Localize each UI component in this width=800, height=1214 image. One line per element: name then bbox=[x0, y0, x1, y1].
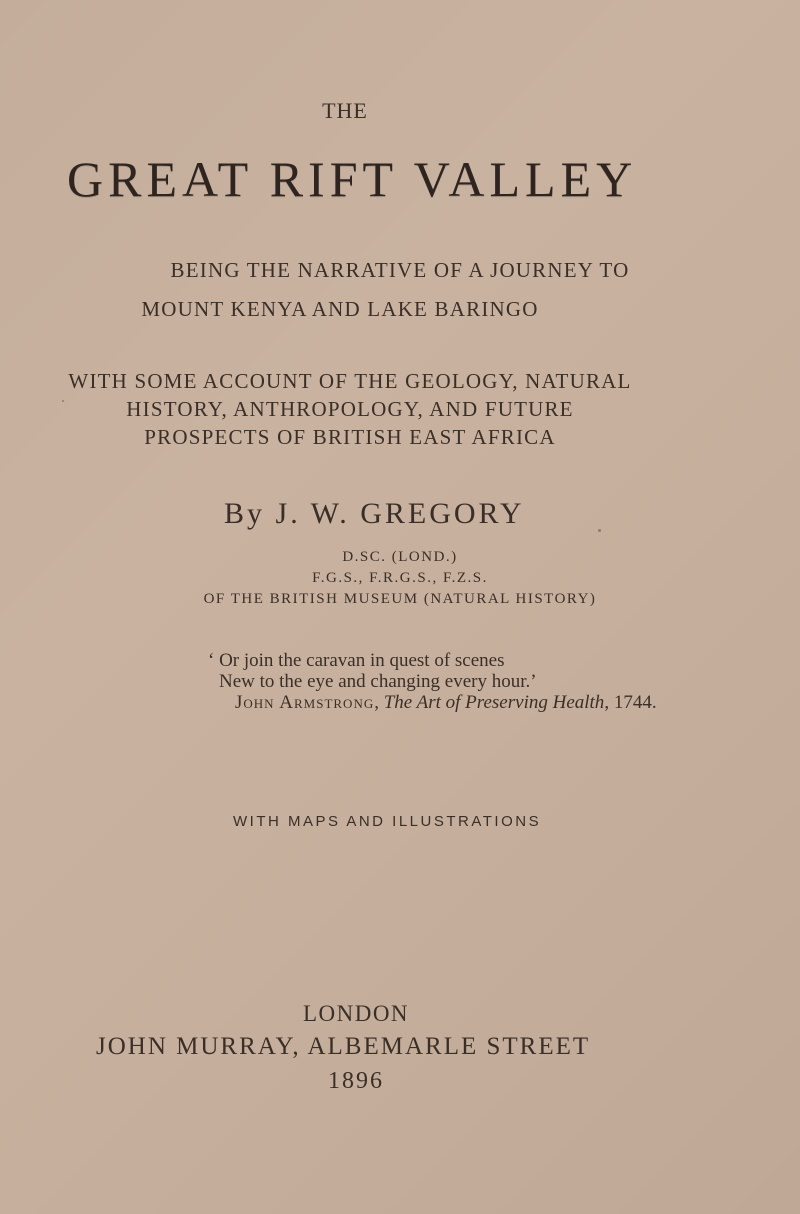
subtitle-line-2: MOUNT KENYA AND LAKE BARINGO bbox=[141, 297, 539, 321]
imprint-year: 1896 bbox=[328, 1068, 384, 1094]
book-title: GREAT RIFT VALLEY bbox=[67, 151, 638, 207]
epigraph-attribution bbox=[0, 692, 800, 714]
description-line-1: WITH SOME ACCOUNT OF THE GEOLOGY, NATURAL bbox=[68, 369, 632, 393]
epigraph-author: John Armstrong bbox=[235, 692, 375, 713]
author-name: J. W. GREGORY bbox=[275, 497, 525, 530]
description-line-3: PROSPECTS OF BRITISH EAST AFRICA bbox=[144, 425, 556, 449]
epigraph-year: , 1744. bbox=[604, 692, 657, 713]
epigraph-separator: , bbox=[374, 692, 384, 713]
subtitle-line-1: BEING THE NARRATIVE OF A JOURNEY TO bbox=[170, 258, 630, 282]
imprint-publisher: JOHN MURRAY, ALBEMARLE STREET bbox=[96, 1033, 591, 1060]
credential-societies: F.G.S., F.R.G.S., F.Z.S. bbox=[312, 570, 488, 586]
epigraph-line-1: ‘ Or join the caravan in quest of scenes bbox=[208, 650, 505, 671]
epigraph-line-2: New to the eye and changing every hour.’ bbox=[219, 671, 537, 692]
author-by: By bbox=[224, 497, 266, 530]
illustrations-note: WITH MAPS AND ILLUSTRATIONS bbox=[233, 813, 542, 830]
author-line bbox=[0, 497, 800, 531]
paper-speck bbox=[62, 400, 64, 402]
description-line-2: HISTORY, ANTHROPOLOGY, AND FUTURE bbox=[126, 397, 574, 421]
epigraph-work: The Art of Preserving Health bbox=[383, 692, 605, 713]
credential-degree: D.SC. (LOND.) bbox=[342, 549, 458, 565]
credential-affiliation: OF THE BRITISH MUSEUM (NATURAL HISTORY) bbox=[203, 591, 597, 607]
pre-title: THE bbox=[322, 98, 368, 123]
paper-speck bbox=[598, 529, 601, 532]
imprint-city: LONDON bbox=[302, 1001, 410, 1026]
